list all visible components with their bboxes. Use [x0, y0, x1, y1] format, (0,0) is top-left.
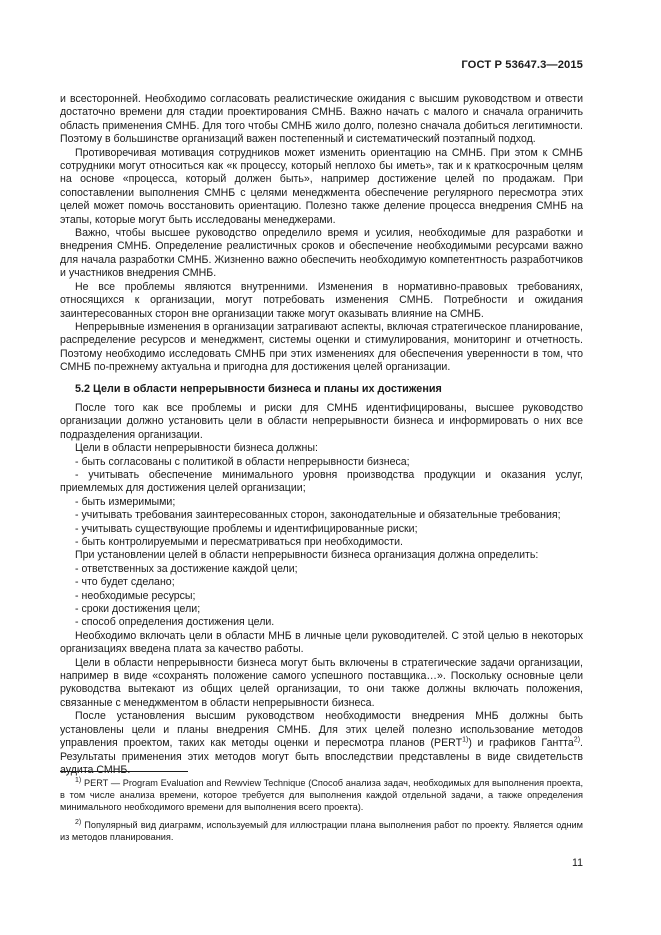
paragraph: Непрерывные изменения в организации затрагивают аспекты, включая стратегическое планирование, распределение ресурсов и менеджмент, системы оценки и стимулирования, мониторинг и отчетность. Поэтому необходимо исследовать СМНБ при этих изменениях для обеспечения уверенности в том, что СМНБ по-прежнему актуальна и пригодна для достижения целей организации. [60, 320, 583, 374]
paragraph-text: . Результаты применения этих методов могут быть впоследствии представлены в виде свидетельств аудита СМНБ. [60, 737, 583, 776]
paragraph: Противоречивая мотивация сотрудников может изменить ориентацию на СМНБ. При этом к СМНБ сотрудники могут относиться как «к процессу, который неплохо бы иметь», так и к краткосрочным целям на основе «процесса, который должен быть», например достижение целей по продажам. При сопоставлении выполнения СМНБ с целями менеджмента обеспечение регулярного пересмотра этих целей может помочь восстановить ориентацию. Полезно также деление процесса внедрения СМНБ на этапы, которые могут быть исследованы менеджерами. [60, 146, 583, 226]
footnote-divider [60, 771, 188, 772]
footnote [60, 819, 583, 843]
footnote [60, 777, 583, 813]
paragraph-text: После установления высшим руководством необходимости внедрения МНБ должны быть установлены цели и планы внедрения СМНБ. Для этих целей полезно использование методов управления проектом, таких как методы оценки и пересмотра планов (PERT [60, 710, 583, 750]
document-header: ГОСТ Р 53647.3—2015 [461, 59, 583, 71]
list-item: - учитывать требования заинтересованных сторон, законодательные и обязательные требования; [75, 509, 561, 522]
list-item: - учитывать существующие проблемы и идентифицированные риски; [75, 522, 418, 535]
paragraph: После того как все проблемы и риски для СМНБ идентифицированы, высшее руководство организации должно установить цели в области непрерывности бизнеса и информировать о них все подразделения организации. [60, 401, 583, 441]
list-item: - сроки достижения цели; [75, 603, 201, 616]
list-item: - быть согласованы с политикой в области непрерывности бизнеса; [75, 455, 410, 468]
list-item: - ответственных за достижение каждой цели; [75, 562, 298, 575]
body-text [60, 93, 583, 777]
list-item: - необходимые ресурсы; [75, 589, 196, 602]
footnote-mark: 2) [75, 818, 82, 826]
footnotes [60, 771, 583, 849]
paragraph: Не все проблемы являются внутренними. Изменения в нормативно-правовых требованиях, относящихся к организации, могут потребовать изменения СМНБ. Потребности и ожидания заинтересованных сторон вне организации также могут оказывать влияние на СМНБ. [60, 280, 583, 320]
paragraph: Цели в области непрерывности бизнеса могут быть включены в стратегические задачи организации, например в виде «сохранять положение самого успешного поставщика…». Поскольку основные цели руководства вытекают из общих целей организации, то они также должны включать положения, связанные с менеджментом в области непрерывности бизнеса. [60, 656, 583, 709]
footnote-ref: 2) [573, 736, 581, 744]
list-item: - быть контролируемыми и пересматриваться при необходимости. [75, 536, 403, 548]
footnote-mark: 1) [75, 776, 82, 784]
paragraph: Цели в области непрерывности бизнеса должны: [75, 442, 318, 455]
list-item: - учитывать обеспечение минимального уровня производства продукции и оказания услуг, приемлемых для достижения целей организации; [60, 468, 583, 495]
footnote-text: PERT — Program Evaluation and Rewview Technique (Способ анализа задач, необходимых для выполнения проекта, в том числе анализа времени, которое требуется для выполнения каждой отдельной задачи, а также определения минимального необходимого времени для выполнения всего проекта). [60, 778, 583, 812]
paragraph-with-footnote-refs [60, 710, 583, 777]
paragraph: Важно, чтобы высшее руководство определило время и усилия, необходимые для разработки и внедрения СМНБ. Определение реалистичных сроков и обеспечение необходимыми ресурсами важно для начала разработки СМНБ. Жизненно важно обеспечить необходимую компетентность разработчиков и участников внедрения СМНБ. [60, 227, 583, 280]
footnote-text: Популярный вид диаграмм, используемый для иллюстрации плана выполнения работ по проекту. Является одним из методов планирования. [60, 820, 583, 842]
paragraph: При установлении целей в области непрерывности бизнеса организация должна определить: [75, 549, 539, 562]
footnote-ref: 1) [462, 736, 469, 744]
paragraph-text: ) и графиков Гантта [468, 737, 574, 750]
page-number: 11 [572, 857, 583, 869]
paragraph: Необходимо включать цели в области МНБ в личные цели руководителей. С этой целью в некоторых организациях введена плата за качество работы. [60, 629, 583, 656]
section-heading: 5.2 Цели в области непрерывности бизнеса и планы их достижения [75, 382, 442, 395]
list-item: - способ определения достижения цели. [75, 616, 275, 629]
list-item: - быть измеримыми; [75, 495, 176, 508]
paragraph: и всесторонней. Необходимо согласовать реалистические ожидания с высшим руководством и отвести достаточно времени для стадии проектирования СМНБ. Важно начать с малого и сначала ограничить область применения СМНБ. Для того чтобы СМНБ жило долго, полезно сначала добиться легитимности. Поэтому в большинстве организаций важен постепенный и систематический поэтапный подход. [60, 93, 583, 146]
list-item: - что будет сделано; [75, 576, 175, 589]
